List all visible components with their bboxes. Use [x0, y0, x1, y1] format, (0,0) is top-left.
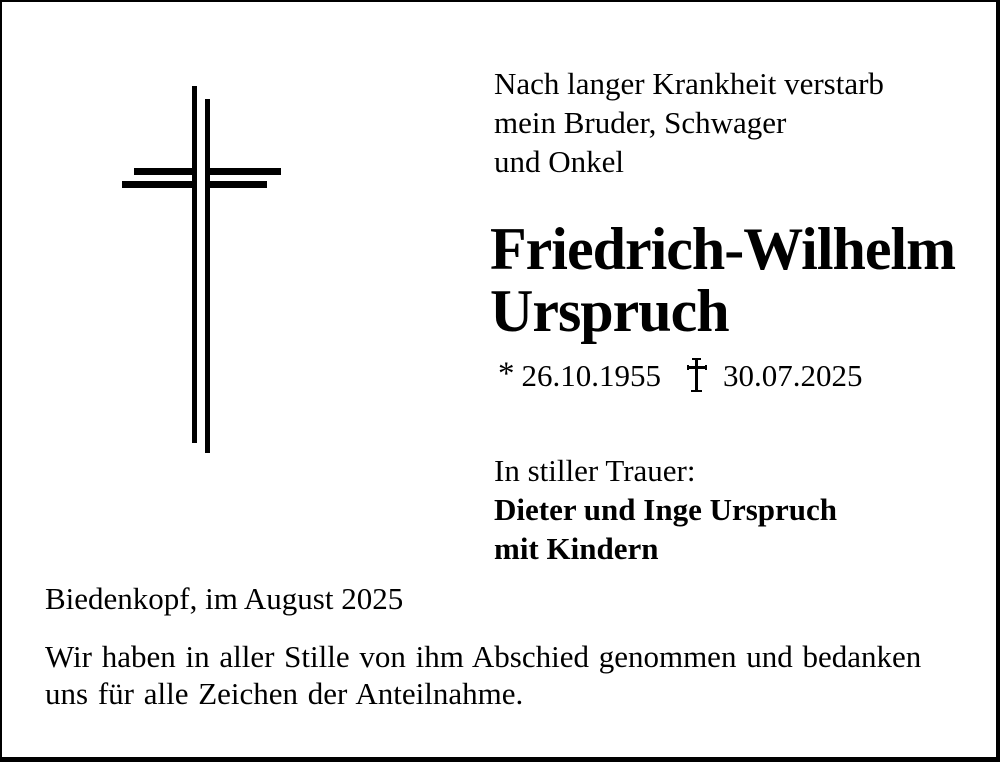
intro-line: und Onkel: [494, 144, 625, 179]
deceased-name: [490, 218, 955, 342]
life-dates: [498, 356, 863, 396]
farewell-line: uns für alle Zeichen der Anteilnahme.: [45, 676, 524, 711]
cross-vertical-right-line: [205, 99, 210, 453]
cross-upper-arm-right-segment: [205, 168, 281, 175]
death-date: 30.07.2025: [723, 358, 863, 393]
death-cross-icon: [687, 358, 707, 392]
mourning-block: [494, 451, 837, 568]
farewell-line: Wir haben in aller Stille von ihm Abschied genommen und bedanken: [45, 639, 922, 674]
farewell-paragraph: [45, 638, 921, 712]
cross-vertical-left-line: [192, 86, 197, 443]
cross-lower-arm-left-segment: [122, 181, 197, 188]
deceased-name-line: Urspruch: [490, 278, 729, 344]
intro-text: [494, 64, 884, 181]
cross-upper-arm-left-segment: [134, 168, 197, 175]
mourner-line: Dieter und Inge Urspruch: [494, 492, 838, 527]
birth-date: 26.10.1955: [521, 358, 661, 393]
mourning-heading: In stiller Trauer:: [494, 453, 696, 488]
birth-star-icon: *: [498, 356, 515, 392]
deceased-name-line: Friedrich-Wilhelm: [490, 216, 956, 282]
cross-lower-arm-right-segment: [205, 181, 267, 188]
intro-line: Nach langer Krankheit verstarb: [494, 66, 884, 101]
intro-line: mein Bruder, Schwager: [494, 105, 787, 140]
place-date-line: Biedenkopf, im August 2025: [45, 581, 404, 616]
mourner-line: mit Kindern: [494, 531, 659, 566]
